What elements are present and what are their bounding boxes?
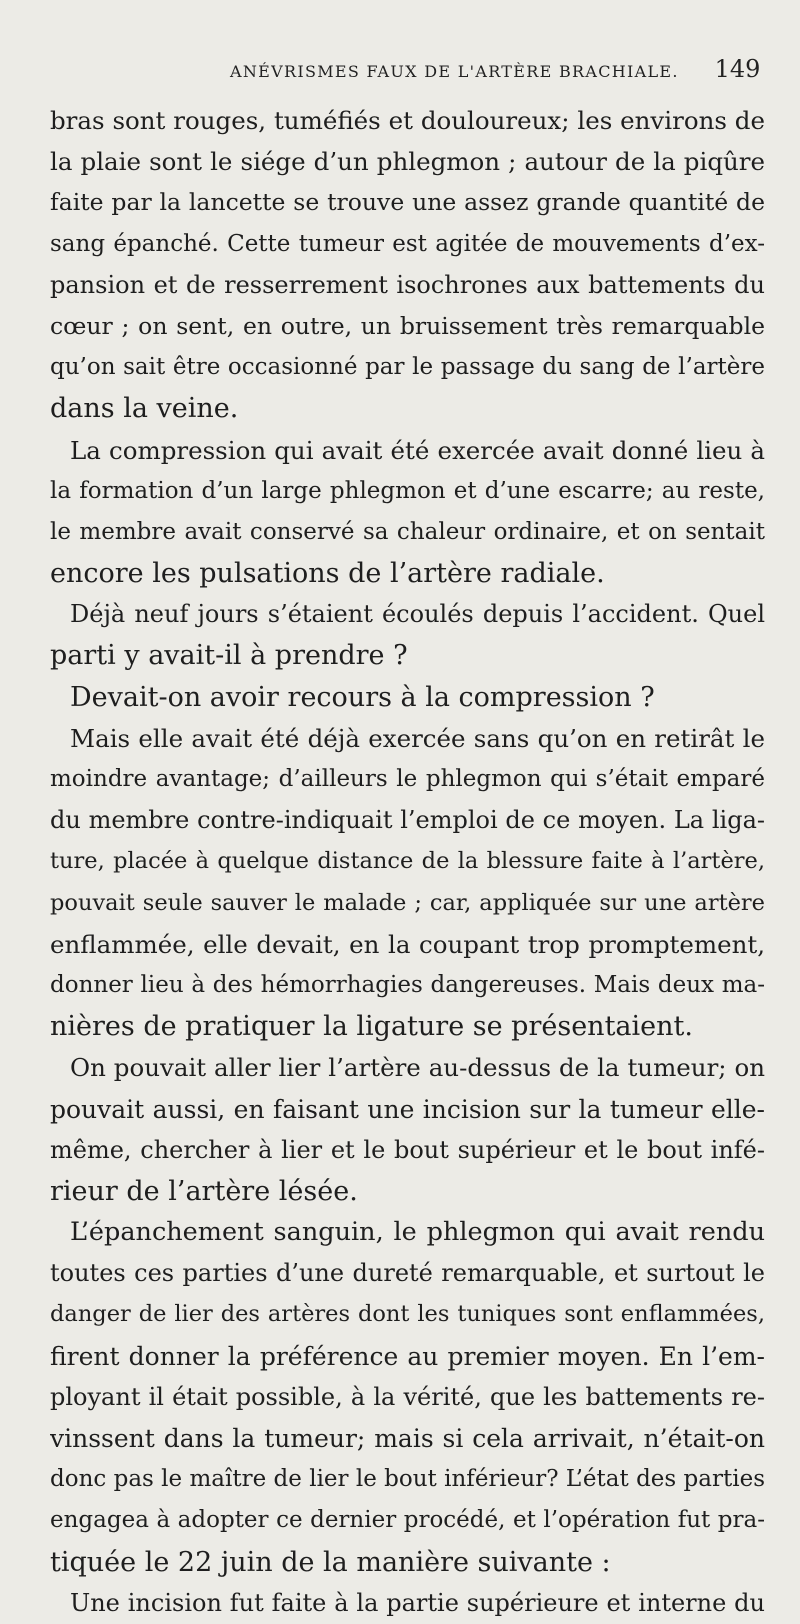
- running-header: [230, 55, 770, 83]
- text-line: qu’on sait être occasionné par le passage du sang de l’artère: [50, 354, 765, 381]
- text-line: Mais elle avait été déjà exercée sans qu’on en retirât le: [70, 723, 765, 753]
- text-line: pouvait aussi, en faisant une incision sur la tumeur elle-: [50, 1094, 765, 1124]
- text-line: enflammée, elle devait, en la coupant trop promptement,: [50, 929, 765, 959]
- text-line: du membre contre-indiquait l’emploi de ce moyen. La liga-: [50, 806, 765, 835]
- text-line: pouvait seule sauver le malade ; car, appliquée sur une artère: [50, 889, 765, 916]
- text-line: ployant il était possible, à la vérité, que les battements re-: [50, 1382, 765, 1411]
- body-text: [50, 100, 765, 1624]
- text-line: bras sont rouges, tuméfiés et douloureux; les environs de: [50, 106, 765, 135]
- text-line: nières de pratiquer la ligature se présentaient.: [50, 1011, 693, 1043]
- text-line: On pouvait aller lier l’artère au-dessus de la tumeur; on: [70, 1053, 765, 1083]
- text-line: donner lieu à des hémorrhagies dangereuses. Mais deux ma-: [50, 971, 765, 998]
- text-line: La compression qui avait été exercée avait donné lieu à: [70, 435, 765, 465]
- text-line: tiquée le 22 juin de la manière suivante :: [50, 1546, 611, 1578]
- text-line: dans la veine.: [50, 393, 239, 425]
- text-line: rieur de l’artère lésée.: [50, 1175, 358, 1207]
- page-number: 149: [714, 55, 761, 83]
- text-line: moindre avantage; d’ailleurs le phlegmon qui s’était emparé: [50, 766, 765, 792]
- text-line: danger de lier des artères dont les tuniques sont enflammées,: [50, 1301, 765, 1328]
- text-line: Devait-on avoir recours à la compression ?: [70, 681, 655, 713]
- text-line: vinssent dans la tumeur; mais si cela arrivait, n’était-on: [50, 1424, 765, 1453]
- text-line: parti y avait-il à prendre ?: [50, 640, 408, 672]
- text-line: ture, placée à quelque distance de la blessure faite à l’artère,: [50, 848, 765, 875]
- text-line: même, chercher à lier et le bout supérieur et le bout infé-: [50, 1135, 765, 1164]
- text-line: pansion et de resserrement isochrones aux battements du: [50, 270, 765, 299]
- text-line: encore les pulsations de l’artère radiale.: [50, 558, 605, 590]
- text-line: sang épanché. Cette tumeur est agitée de mouvements d’ex-: [50, 230, 765, 257]
- text-line: L’épanchement sanguin, le phlegmon qui avait rendu: [70, 1217, 765, 1248]
- text-line: faite par la lancette se trouve une assez grande quantité de: [50, 188, 765, 217]
- text-line: engagea à adopter ce dernier procédé, et l’opération fut pra-: [50, 1507, 765, 1534]
- text-line: la plaie sont le siége d’un phlegmon ; autour de la piqûre: [50, 147, 765, 177]
- text-line: le membre avait conservé sa chaleur ordinaire, et on sentait: [50, 518, 765, 545]
- text-line: donc pas le maître de lier le bout inférieur? L’état des parties: [50, 1466, 765, 1493]
- text-line: Déjà neuf jours s’étaient écoulés depuis l’accident. Quel: [70, 600, 765, 629]
- text-line: Une incision fut faite à la partie supérieure et interne du: [70, 1588, 765, 1617]
- text-line: cœur ; on sent, en outre, un bruissement très remarquable: [50, 311, 765, 340]
- text-line: toutes ces parties d’une dureté remarquable, et surtout le: [50, 1259, 765, 1288]
- text-line: firent donner la préférence au premier moyen. En l’em-: [50, 1341, 765, 1371]
- text-line: la formation d’un large phlegmon et d’une escarre; au reste,: [50, 477, 765, 504]
- running-title: ANÉVRISMES FAUX DE L'ARTÈRE BRACHIALE.: [230, 62, 679, 81]
